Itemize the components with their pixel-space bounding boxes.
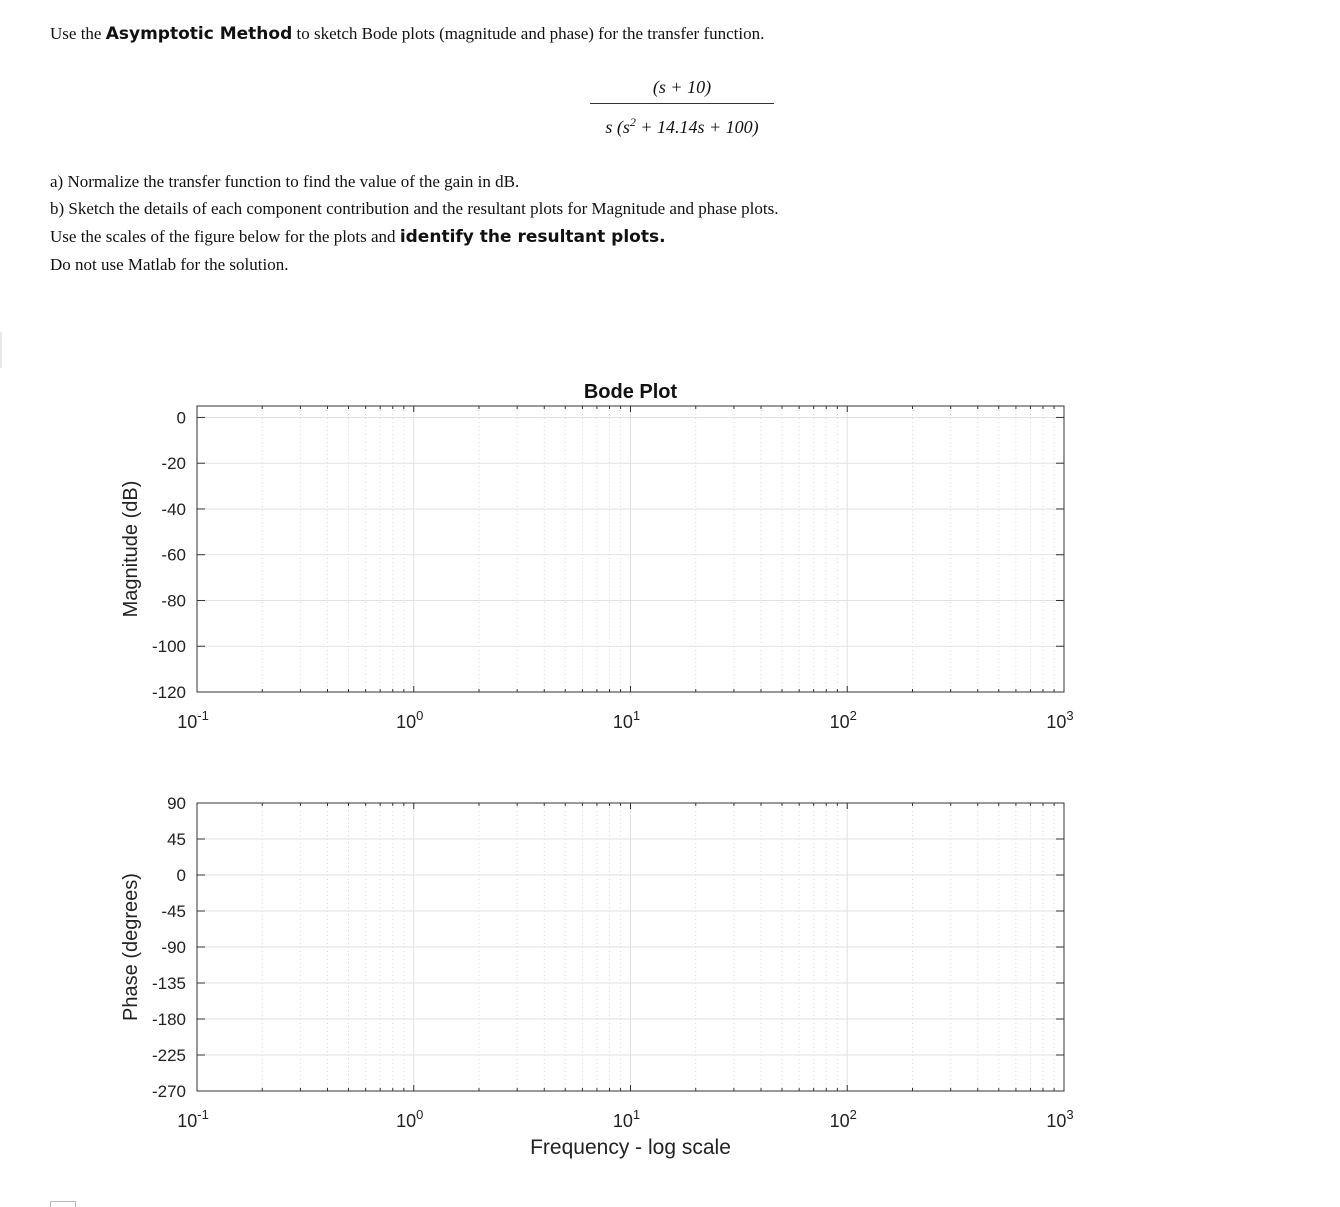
y-tick-label: 0 bbox=[176, 408, 186, 428]
x-tick-label-exp: 0 bbox=[416, 708, 424, 723]
intro-pre: Use the bbox=[50, 24, 106, 43]
x-tick-label-base: 10 bbox=[177, 1111, 198, 1131]
x-tick-label-base: 10 bbox=[829, 1111, 850, 1131]
y-tick-label: -225 bbox=[151, 1046, 186, 1065]
x-tick-label bbox=[613, 708, 640, 732]
y-tick-label: -80 bbox=[161, 591, 186, 611]
intro-bold: Asymptotic Method bbox=[105, 24, 293, 44]
x-tick-label bbox=[396, 1107, 423, 1131]
y-tick-label: -270 bbox=[151, 1082, 186, 1101]
x-tick-label bbox=[396, 708, 423, 732]
y-tick-label: -40 bbox=[161, 499, 186, 519]
x-tick-label bbox=[830, 1107, 857, 1131]
y-tick-label: -100 bbox=[151, 637, 186, 657]
bottom-edge-mark bbox=[50, 1201, 76, 1207]
y-axis-label: Phase (degrees) bbox=[120, 873, 142, 1021]
tf-den-pre: s (s bbox=[605, 117, 630, 137]
x-tick-label bbox=[613, 1107, 640, 1131]
y-tick-label: 0 bbox=[176, 866, 186, 885]
question-b: b) Sketch the details of each component contribution and the resultant plots for Magnitude and phase plots. bbox=[50, 199, 779, 218]
tf-den-post: + 14.14s + 100) bbox=[635, 117, 759, 137]
x-tick-label bbox=[177, 708, 209, 732]
tf-numerator: (s + 10) bbox=[652, 77, 712, 97]
x-tick-label-exp: 3 bbox=[1066, 708, 1074, 723]
tf-den-exp: 2 bbox=[629, 115, 636, 129]
x-tick-label-base: 10 bbox=[612, 1111, 633, 1131]
x-tick-label bbox=[1046, 708, 1073, 732]
x-axis-label: Frequency - log scale bbox=[530, 1136, 731, 1159]
y-tick-label: -60 bbox=[161, 545, 186, 565]
x-tick-label-base: 10 bbox=[177, 712, 198, 732]
question-a: a) Normalize the transfer function to find the value of the gain in dB. bbox=[50, 172, 520, 191]
x-tick-label-base: 10 bbox=[396, 1111, 417, 1131]
y-tick-label: -20 bbox=[161, 454, 186, 474]
x-tick-label bbox=[177, 1107, 209, 1131]
x-tick-label-base: 10 bbox=[1046, 1111, 1067, 1131]
x-tick-label-exp: 2 bbox=[849, 708, 857, 723]
y-tick-label: 90 bbox=[167, 794, 186, 813]
x-tick-label-base: 10 bbox=[396, 712, 417, 732]
question-c-bold: identify the resultant plots. bbox=[399, 227, 666, 247]
x-tick-label bbox=[1046, 1107, 1073, 1131]
x-tick-label-base: 10 bbox=[829, 712, 850, 732]
x-tick-label-exp: 2 bbox=[849, 1107, 857, 1122]
y-tick-label: 45 bbox=[167, 830, 186, 849]
y-axis-label: Magnitude (dB) bbox=[120, 480, 142, 618]
x-tick-label-exp: -1 bbox=[197, 708, 209, 723]
intro-post: to sketch Bode plots (magnitude and phase) for the transfer function. bbox=[292, 24, 765, 43]
x-tick-label-base: 10 bbox=[1046, 712, 1067, 732]
y-tick-label: -120 bbox=[151, 683, 186, 702]
question-c-pre: Use the scales of the figure below for the plots and bbox=[50, 227, 400, 246]
y-tick-label: -180 bbox=[151, 1010, 186, 1029]
x-tick-label-exp: 0 bbox=[416, 1107, 424, 1122]
question-d: Do not use Matlab for the solution. bbox=[50, 255, 289, 274]
x-tick-label-exp: 3 bbox=[1066, 1107, 1074, 1122]
x-tick-label-exp: 1 bbox=[632, 1107, 641, 1122]
chart-title: Bode Plot bbox=[583, 381, 678, 403]
y-tick-label: -45 bbox=[161, 902, 186, 921]
x-tick-label bbox=[830, 708, 857, 732]
y-tick-label: -135 bbox=[151, 974, 186, 993]
x-tick-label-base: 10 bbox=[612, 712, 633, 732]
y-tick-label: -90 bbox=[161, 938, 186, 957]
x-tick-label-exp: -1 bbox=[197, 1107, 209, 1122]
x-tick-label-exp: 1 bbox=[632, 708, 641, 723]
